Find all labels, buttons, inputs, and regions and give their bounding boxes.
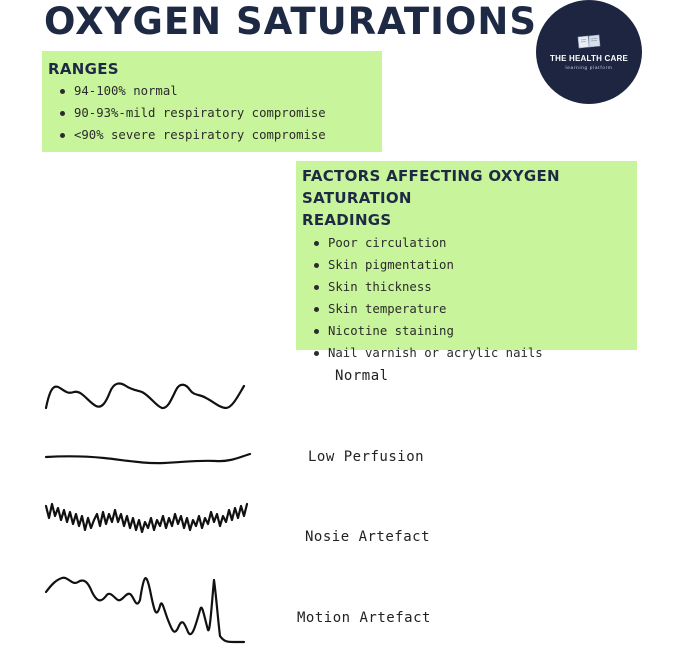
motion-artefact-label: Motion Artefact [297,610,431,626]
list-item: 90-93%-mild respiratory compromise [58,102,382,124]
book-icon [576,34,602,50]
factors-heading-line1: FACTORS AFFECTING OXYGEN SATURATION [302,167,560,207]
factors-list [312,232,637,364]
low-perfusion-waveform [44,448,252,468]
brand-logo [536,0,642,104]
low-perfusion-label: Low Perfusion [308,449,425,465]
normal-waveform [44,378,249,414]
list-item: 94-100% normal [58,80,382,102]
list-item: Skin temperature [312,298,637,320]
list-item: Poor circulation [312,232,637,254]
logo-title: THE HEALTH CARE [550,54,628,63]
list-item: Nicotine staining [312,320,637,342]
noise-artefact-waveform [44,500,250,540]
factors-heading-line2: READINGS [302,211,392,229]
list-item: <90% severe respiratory compromise [58,124,382,146]
logo-subtitle: learning platform [565,65,613,70]
ranges-heading: RANGES [48,60,119,78]
factors-heading [302,165,637,231]
list-item: Nail varnish or acrylic nails [312,342,637,364]
list-item: Skin pigmentation [312,254,637,276]
factors-panel [296,161,637,360]
ranges-list [58,80,382,146]
motion-artefact-waveform [44,570,246,646]
list-item: Skin thickness [312,276,637,298]
normal-label: Normal [335,368,389,384]
noise-artefact-label: Nosie Artefact [305,529,431,545]
ranges-panel [42,51,382,152]
page-title: OXYGEN SATURATIONS [44,0,537,43]
